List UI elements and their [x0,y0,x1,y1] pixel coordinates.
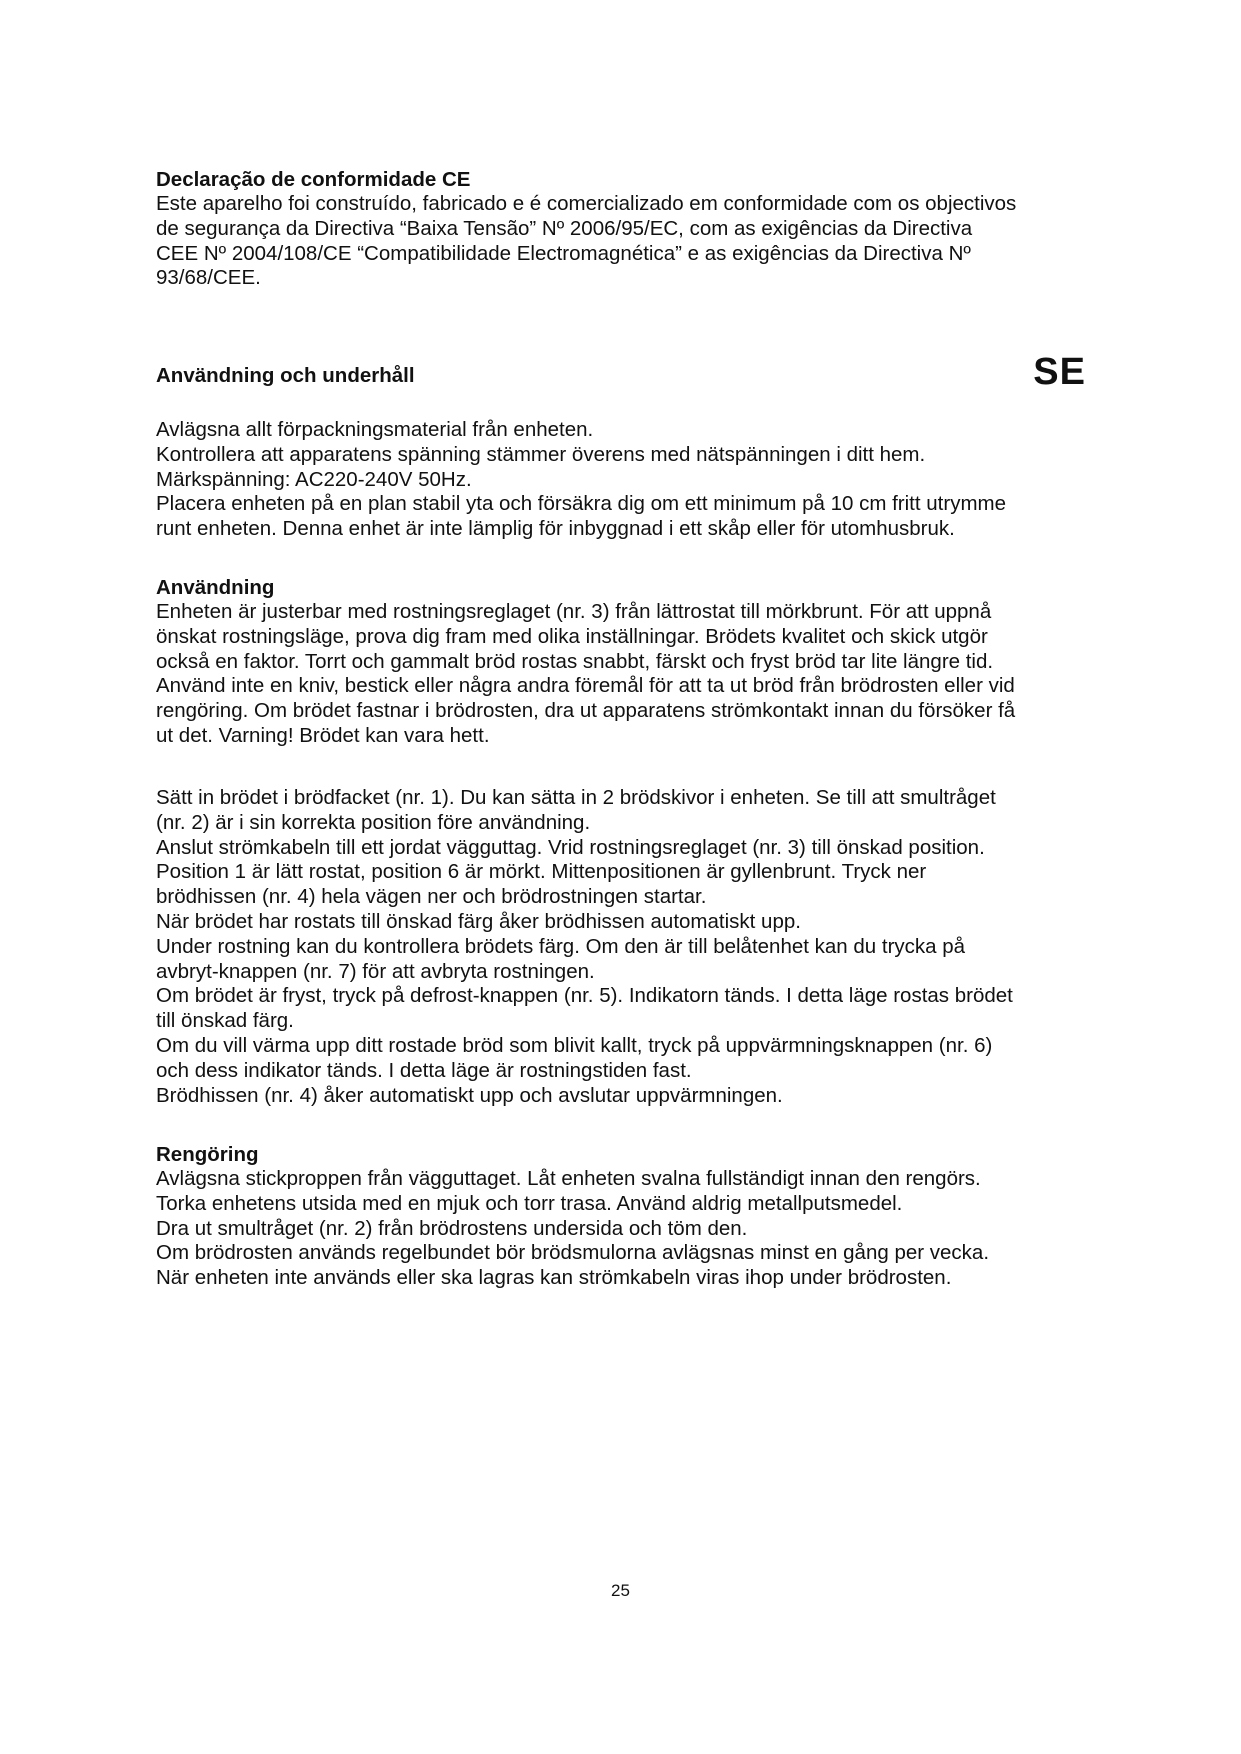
language-badge: SE [1033,351,1086,393]
page-number: 25 [611,1581,630,1600]
text-line: Dra ut smultråget (nr. 2) från brödrostens undersida och töm den. [156,1216,748,1240]
text-line: Este aparelho foi construído, fabricado e é comercializado em conformidade com os objectivos [156,192,1017,215]
text-line: Position 1 är lätt rostat, position 6 är mörkt. Mittenpositionen är gyllenbrunt. Tryck ner [156,860,927,884]
ce-declaration-title: Declaração de conformidade CE [156,168,471,191]
se-intro-section [156,418,1006,542]
text-line: Torka enhetens utsida med en mjuk och torr trasa. Använd aldrig metallputsmedel. [156,1191,903,1215]
text-line: runt enheten. Denna enhet är inte lämplig för inbyggnad i ett skåp eller för utomhusbruk. [156,517,955,541]
operation-steps-section [156,786,1013,1108]
text-line: ut det. Varning! Brödet kan vara hett. [156,723,490,747]
text-line: Under rostning kan du kontrollera brödets färg. Om den är till belåtenhet kan du trycka på [156,934,966,958]
se-intro-text [156,418,1006,542]
text-line: Placera enheten på en plan stabil yta och försäkra dig om ett minimum på 10 cm fritt utrymme [156,492,1006,516]
text-line: också en faktor. Torrt och gammalt bröd rostas snabbt, färskt och fryst bröd tar lite längre tid. [156,649,994,673]
text-line: Om du vill värma upp ditt rostade bröd som blivit kallt, tryck på uppvärmningsknappen (nr. 6) [156,1033,993,1057]
cleaning-title: Rengöring [156,1143,259,1166]
text-line: avbryt-knappen (nr. 7) för att avbryta rostningen. [156,959,595,983]
se-section-header [156,351,1096,393]
text-line: Sätt in brödet i brödfacket (nr. 1). Du kan sätta in 2 brödskivor i enheten. Se till att smultråget [156,786,996,809]
text-line: rengöring. Om brödet fastnar i brödrosten, dra ut apparatens strömkontakt innan du försöker få [156,699,1016,723]
text-line: önskat rostningsläge, prova dig fram med olika inställningar. Brödets kvalitet och skick utgör [156,624,988,648]
usage-text [156,600,1015,749]
ce-declaration-section [156,168,1016,291]
se-section-title: Användning och underhåll [156,364,415,387]
text-line: (nr. 2) är i sin korrekta position före användning. [156,810,591,834]
text-line: Enheten är justerbar med rostningsreglaget (nr. 3) från lättrostat till mörkbrunt. För att uppnå [156,600,992,623]
text-line: CEE Nº 2004/108/CE “Compatibilidade Electromagnética” e as exigências da Directiva Nº [156,241,971,265]
text-line: Avlägsna allt förpackningsmaterial från enheten. [156,418,594,441]
text-line: 93/68/CEE. [156,266,261,290]
text-line: till önskad färg. [156,1009,294,1033]
text-line: brödhissen (nr. 4) hela vägen ner och brödrostningen startar. [156,885,707,909]
text-line: Märkspänning: AC220-240V 50Hz. [156,467,472,491]
text-line: Använd inte en kniv, bestick eller några andra föremål för att ta ut bröd från brödrosten eller vid [156,674,1015,698]
text-line: När enheten inte används eller ska lagras kan strömkabeln viras ihop under brödrosten. [156,1266,952,1290]
text-line: de segurança da Directiva “Baixa Tensão” Nº 2006/95/EC, com as exigências da Directiva [156,216,973,240]
ce-declaration-text [156,192,1016,291]
text-line: Brödhissen (nr. 4) åker automatiskt upp och avslutar uppvärmningen. [156,1083,783,1107]
text-line: och dess indikator tänds. I detta läge är rostningstiden fast. [156,1058,692,1082]
cleaning-section [156,1143,989,1291]
text-line: Kontrollera att apparatens spänning stämmer överens med nätspänningen i ditt hem. [156,442,926,466]
operation-steps-text [156,786,1013,1108]
text-line: Om brödrosten används regelbundet bör brödsmulorna avlägsnas minst en gång per vecka. [156,1241,990,1265]
text-line: Anslut strömkabeln till ett jordat vägguttag. Vrid rostningsreglaget (nr. 3) till önskad position. [156,835,985,859]
usage-section [156,576,1015,749]
text-line: När brödet har rostats till önskad färg åker brödhissen automatiskt upp. [156,909,801,933]
text-line: Avlägsna stickproppen från vägguttaget. Låt enheten svalna fullständigt innan den rengörs. [156,1167,981,1190]
usage-title: Användning [156,576,275,599]
text-line: Om brödet är fryst, tryck på defrost-knappen (nr. 5). Indikatorn tänds. I detta läge rostas brödet [156,984,1013,1008]
cleaning-text [156,1167,989,1291]
